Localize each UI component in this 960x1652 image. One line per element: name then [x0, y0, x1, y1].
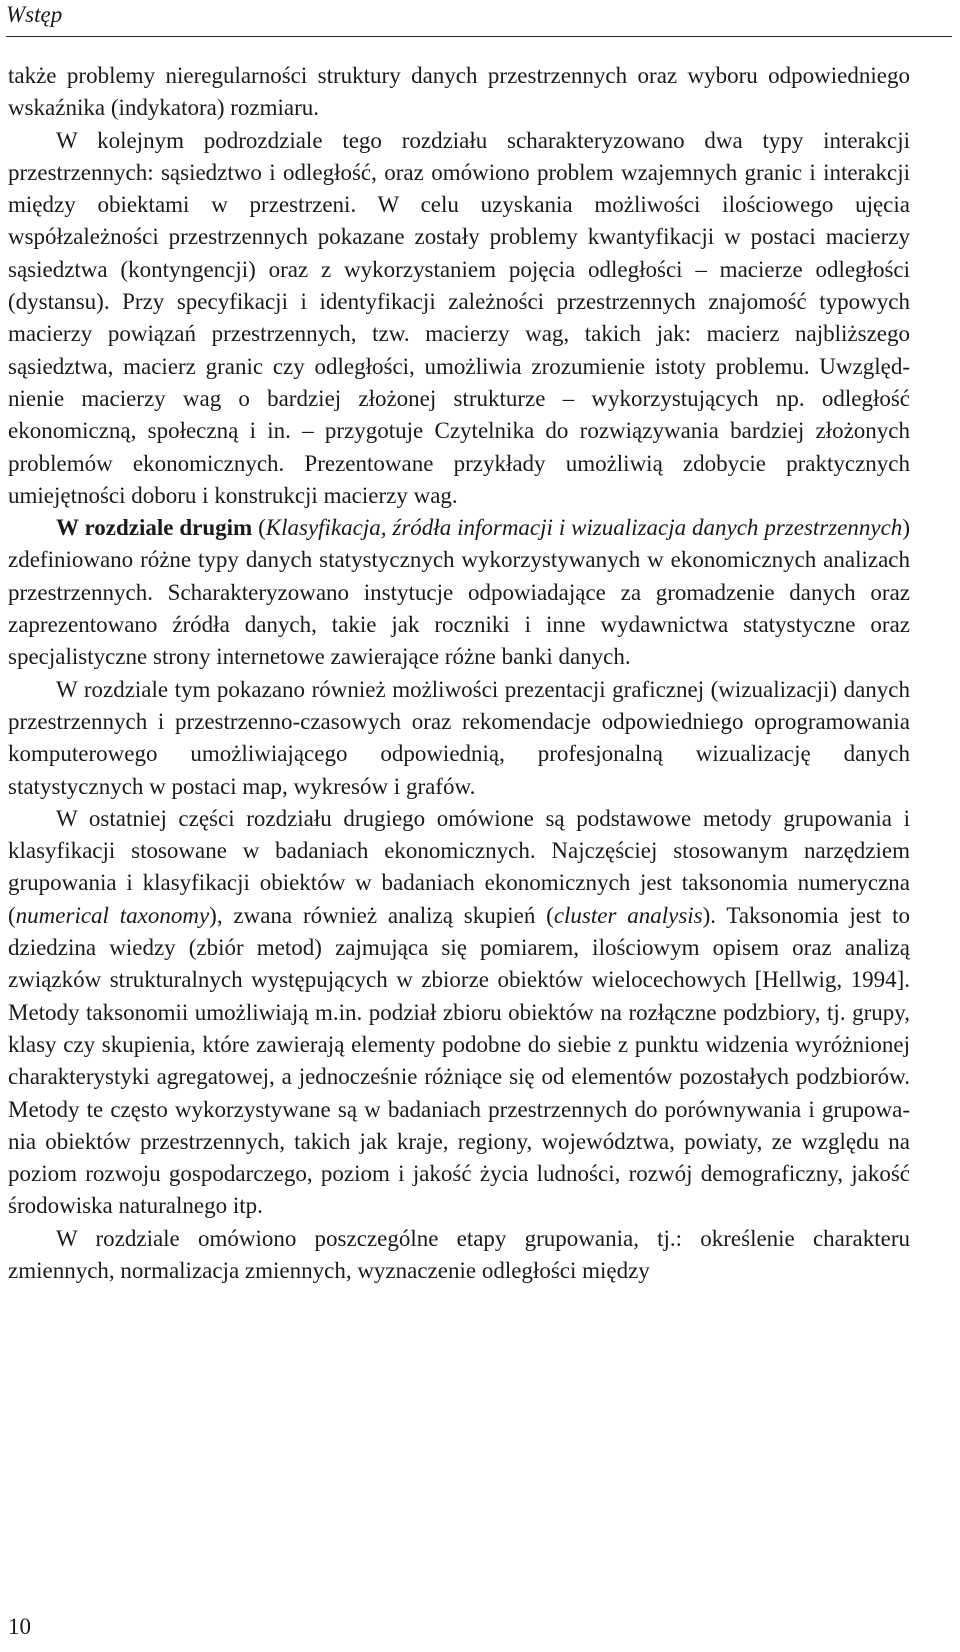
- paragraph-6: W rozdziale omówiono poszczególne etapy grupowania, tj.: określenie charakteru zmiennych, normalizacja zmiennych, wyznaczenie odległości między: [8, 1225, 910, 1283]
- chapter-two-title: Klasyfikacja, źródła informacji i wizualizacja danych przestrzennych: [265, 515, 903, 541]
- paragraph-5: [8, 803, 910, 1223]
- paragraph-5-part-1: W ostatniej części rozdziału drugiego omówione są podstawowe metody grupowania i klasyfikacji stosowane w badaniach ekonomicznych. Najczęściej stosowanym narzędziem grupowania i klasyfikacji obiektów w badaniach ekonomicznych jest taksonomia numeryczna (: [8, 805, 910, 928]
- header-divider: [6, 36, 952, 37]
- running-title: Wstęp: [6, 2, 63, 27]
- paragraph-4: W rozdziale tym pokazano również możliwości prezentacji graficznej (wizualizacji) danych przestrzennych i przestrzenno-czasowych oraz rekomendacje odpowiedniego oprogramowania komputerowego umożliwiającego odpowiednią, profesjonalną wizualizację danych statystycznych w postaci map, wykresów i grafów.: [8, 676, 910, 799]
- chapter-two-lead: W rozdziale drugim: [56, 515, 253, 541]
- term-cluster-analysis: cluster analysis: [553, 902, 703, 928]
- paragraph-5-part-3: ). Taksonomia jest to dziedzina wiedzy (zbiór metod) zajmująca się pomiarem, ilościowym opisem oraz analizą związków strukturalnych występujących w zbiorze obiektów wielocechowych [Hellwig, 1994]. Metody taksonomii umożliwiają m.in. podział zbioru obiektów na rozłączne podzbiory, tj. grupy, klasy czy skupienia, które zawierają elementy podobne do siebie z punktu widzenia wyróżnionej charakterystyki agregatowej, a jednocześnie różniące się od elementów pozostałych podzbiorów. Metody te często wykorzystywane są w badaniach przestrzennych do porównywania i grupowania obiektów przestrzennych, takich jak kraje, regiony, województwa, powiaty, ze względu na poziom rozwoju gospodarczego, poziom i jakość życia ludności, rozwój demograficzny, jakość środowiska naturalnego itp.: [8, 902, 910, 1219]
- paragraph-3: [8, 512, 910, 673]
- page-number: 10: [8, 1614, 31, 1639]
- paragraph-2: W kolejnym podrozdziale tego rozdziału scharakteryzowano dwa typy interakcji przestrzennych: sąsiedztwo i odległość, oraz omówiono problem wzajemnych granic i interakcji między obiektami w przestrzeni. W celu uzyskania możliwości ilościowego ujęcia współzależności przestrzennych pokazane zostały problemy kwantyfikacji w postaci macierzy sąsiedztwa (kontyngencji) oraz z wykorzystaniem pojęcia odległości – macierze odległości (dystansu). Przy specyfikacji i identyfikacji zależności przestrzennych znajomość typowych macierzy powiązań przestrzennych, tzw. macierzy wag, takich jak: macierz najbliższego sąsiedztwa, macierz granic czy odległości, umożliwia zrozumienie istoty problemu. Uwzględnienie macierzy wag o bardziej złożonej strukturze – wykorzystujących np. odległość ekonomiczną, społeczną i in. – przygotuje Czytelnika do rozwiązywania bardziej złożonych problemów ekonomicznych. Prezentowane przykłady umożliwią zdobycie praktycznych umiejętności doboru i konstrukcji macierzy wag.: [8, 127, 910, 508]
- paragraph-1: także problemy nieregularności struktury danych przestrzennych oraz wyboru odpowiedniego wskaźnika (indykatora) rozmiaru.: [8, 63, 910, 121]
- paragraph-5-part-2: ), zwana również analizą skupień (: [209, 902, 554, 928]
- paragraph-3-text: ) zdefiniowano różne typy danych statystycznych wykorzystywanych w ekonomicznych analizach przestrzennych. Scharakteryzowano instytucje odpowiadające za gromadzenie danych oraz zaprezentowano źródła danych, takie jak roczniki i inne wydawnictwa statystyczne oraz specjalistyczne strony internetowe zawierające różne banki danych.: [8, 515, 910, 670]
- body-text: [8, 60, 910, 1287]
- paragraph-3-open-paren: (: [252, 515, 266, 541]
- term-numerical-taxonomy: numerical taxonomy: [15, 902, 210, 928]
